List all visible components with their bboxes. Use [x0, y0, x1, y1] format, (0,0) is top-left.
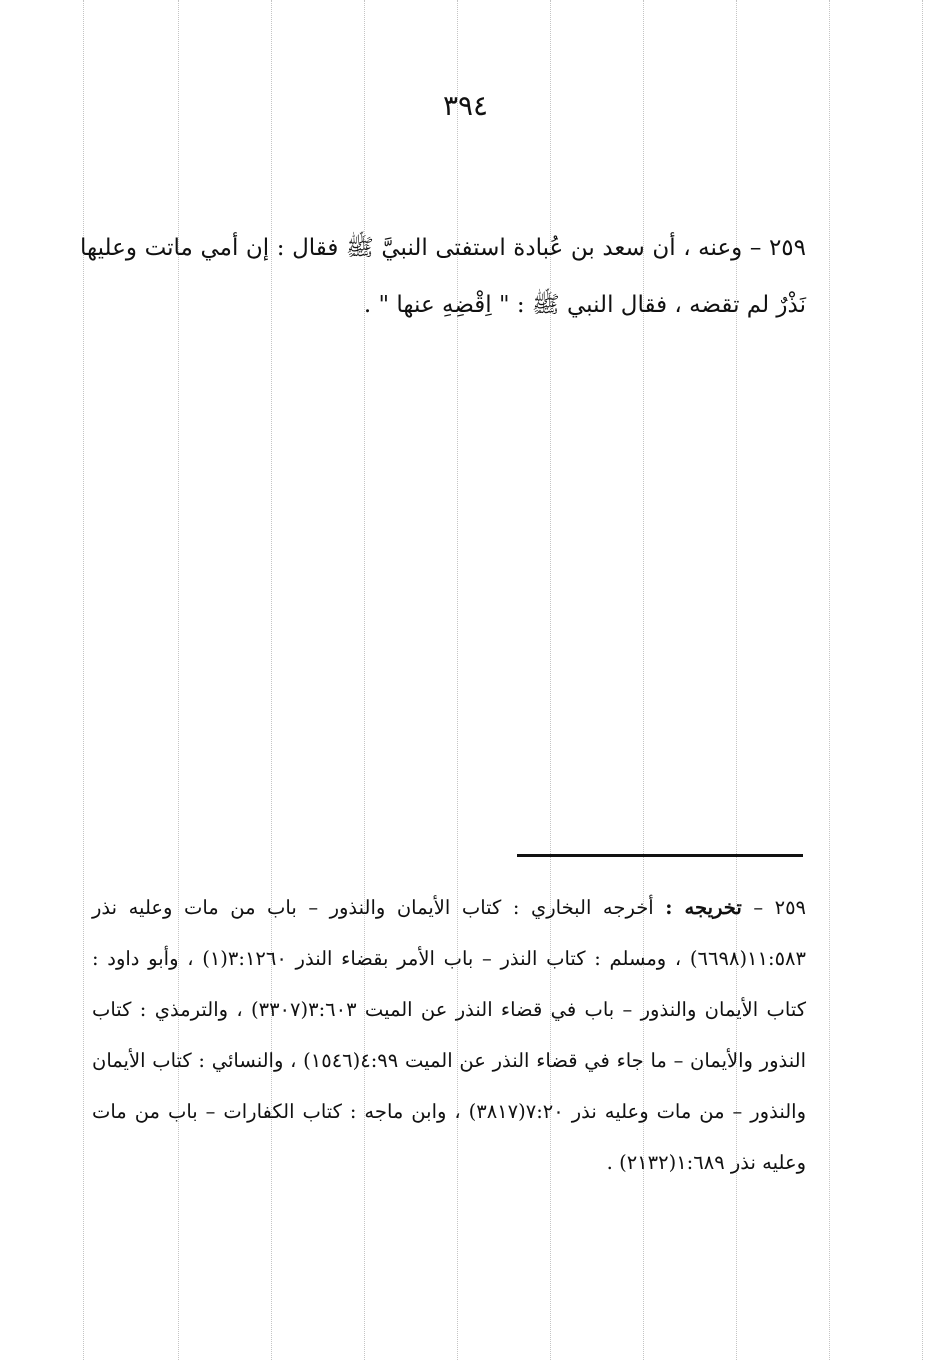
footnote-divider [517, 854, 803, 857]
guide-line [83, 0, 84, 1360]
guide-line [922, 0, 923, 1360]
hadith-text: ٢٥٩ – وعنه ، أن سعد بن عُبادة استفتى النبيَّ ﷺ فقال : إن أمي ماتت وعليها نَذْرٌ لم تقضه ، فقال النبي ﷺ : " اِقْضِهِ عنها " . [80, 235, 806, 318]
footnote-takhrij [92, 882, 806, 1188]
footnote-heading: تخريجه : [665, 896, 742, 919]
page-number: ٣٩٤ [442, 89, 489, 122]
footnote-number: ٢٥٩ – [753, 896, 807, 919]
footnote-text: أخرجه البخاري : كتاب الأيمان والنذور – باب من مات وعليه نذر ١١:٥٨٣(٦٦٩٨) ، ومسلم : كتاب النذر – باب الأمر بقضاء النذر ٣:١٢٦٠(١) ، وأبو داود : كتاب الأيمان والنذور – باب في قضاء النذر عن الميت ٣:٦٠٣(٣٣٠٧) ، والترمذي : كتاب النذور والأيمان – ما جاء في قضاء النذر عن الميت ٤:٩٩(١٥٤٦) ، والنسائي : كتاب الأيمان والنذور – من مات وعليه نذر ٧:٢٠(٣٨١٧) ، وابن ماجه : كتاب الكفارات – باب من مات وعليه نذر ١:٦٨٩(٢١٣٢) . [92, 896, 806, 1174]
guide-line [829, 0, 830, 1360]
